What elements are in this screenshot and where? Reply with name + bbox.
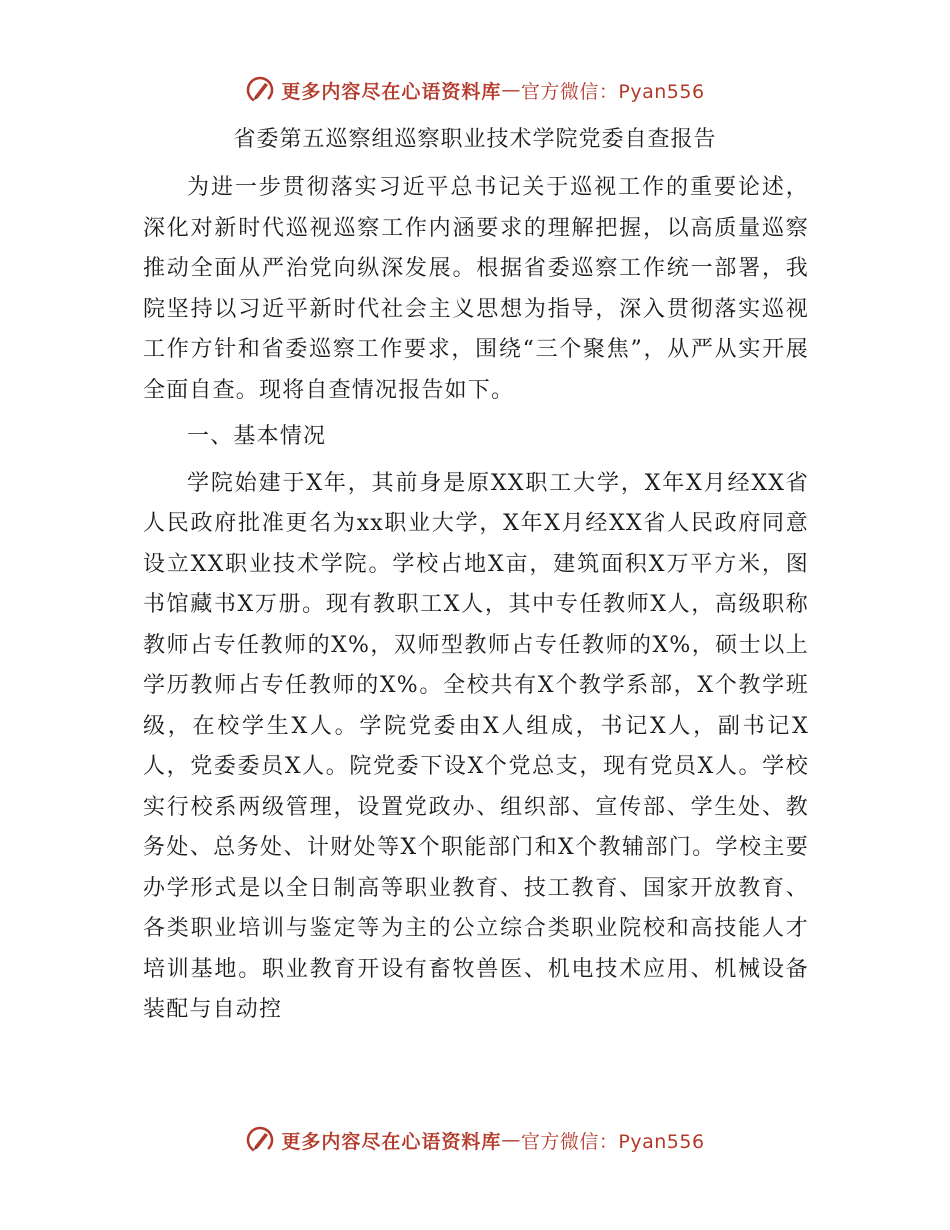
section-heading-basic-info: 一、基本情况	[187, 424, 327, 449]
banner-lead-text: 更多内容尽在心语资料库	[281, 1130, 502, 1153]
banner-dash: —	[501, 79, 521, 101]
header-watermark-banner	[0, 70, 950, 110]
pen-logo-icon	[245, 1125, 275, 1155]
document-body	[143, 168, 809, 1031]
pen-logo-icon	[245, 75, 275, 105]
basic-info-paragraph: 学院始建于X年，其前身是原XX职工大学，X年X月经XX省人民政府批准更名为xx职业大学，X年X月经XX省人民政府同意设立XX职业技术学院。学校占地X亩，建筑面积X万平方米，图书馆藏书X万册。现有教职工X人，其中专任教师X人，高级职称教师占专任教师的X%，双师型教师占专任教师的X%，硕士以上学历教师占专任教师的X%。全校共有X个教学系部，X个教学班级，在校学生X人。学院党委由X人组成，书记X人，副书记X人，党委委员X人。院党委下设X个党总支，现有党员X人。学校实行校系两级管理，设置党政办、组织部、宣传部、学生处、教务处、总务处、计财处等X个职能部门和X个教辅部门。学校主要办学形式是以全日制高等职业教育、技工教育、国家开放教育、各类职业培训与鉴定等为主的公立综合类职业院校和高技能人才培训基地。职业教育开设有畜牧兽医、机电技术应用、机械设备装配与自动控	[143, 470, 809, 1022]
banner-contact-text: 官方微信：Pyan556	[520, 1130, 705, 1153]
banner-contact-text: 官方微信：Pyan556	[520, 80, 705, 103]
banner-lead-text: 更多内容尽在心语资料库	[281, 80, 502, 103]
footer-watermark-banner	[0, 1120, 950, 1160]
document-title: 省委第五巡察组巡察职业技术学院党委自查报告	[233, 127, 717, 152]
banner-dash: —	[501, 1129, 521, 1151]
intro-paragraph: 为进一步贯彻落实习近平总书记关于巡视工作的重要论述，深化对新时代巡视巡察工作内涵要求的理解把握，以高质量巡察推动全面从严治党向纵深发展。根据省委巡察工作统一部署，我院坚持以习近平新时代社会主义思想为指导，深入贯彻落实巡视工作方针和省委巡察工作要求，围绕“三个聚焦”，从严从实开展全面自查。现将自查情况报告如下。	[143, 175, 809, 403]
